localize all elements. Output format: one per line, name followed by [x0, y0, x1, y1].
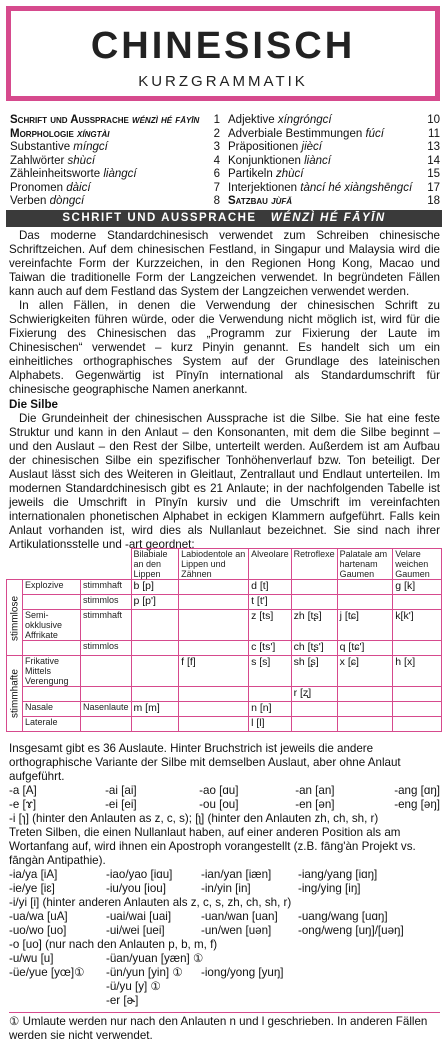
toc-page: 14 — [427, 154, 440, 167]
table-cell — [291, 702, 337, 717]
table-cell — [337, 595, 393, 610]
consonant-table — [6, 548, 442, 732]
side-label: stimmhafte — [7, 656, 23, 732]
table-cell: sh [ʂ] — [291, 656, 337, 687]
toc-label: Substantive — [10, 141, 74, 153]
table-cell — [131, 717, 179, 732]
toc-pinyin: zhùcí — [275, 168, 304, 180]
toc-label: Morphologie — [10, 127, 78, 140]
auslaut: -ui/wei [uei] — [106, 924, 165, 937]
toc-label: Adverbiale Bestimmungen — [228, 127, 366, 140]
toc-page: 18 — [427, 195, 440, 207]
side-label: stimmlose — [7, 580, 23, 656]
table-cell: n [n] — [249, 702, 292, 717]
table-cell — [179, 687, 249, 702]
row-sub: stimmlos — [80, 641, 131, 656]
table-cell: s [s] — [249, 656, 292, 687]
auslaut — [9, 980, 106, 994]
toc-page: 11 — [428, 127, 440, 140]
toc-item[interactable] — [228, 155, 440, 169]
toc-page: 7 — [213, 181, 220, 194]
paragraph: In allen Fällen, in denen die Verwendung der chinesischen Schrift zu Schwierigkeiten führen würde, oder die Verwendung nicht möglich ist, wird für die Fixierung des Chinesischen das „Programm zur Fixierung der Laute im Chinesischen“ verwendet – kurz Pinyin genannt. Es handelt sich um ein einheitliches orthographisches System auf der Grundlage des lateinischen Alphabets. Gegenwärtig ist Pīnyīn international als Standardumschrift für chinesische geographische Namen anerkannt. — [9, 299, 440, 396]
row-group: Frikative Mittels Verengung — [23, 656, 81, 687]
table-cell: h [x] — [393, 656, 442, 687]
auslaute-intro: Insgesamt gibt es 36 Auslaute. Hinter Bruchstrich ist jeweils die andere orthographische Variante der Silbe mit demselben Auslaut, aber ohne Anlaut aufgeführt. — [9, 742, 401, 783]
toc-page: 10 — [427, 114, 440, 126]
table-cell — [179, 641, 249, 656]
toc-pinyin: xíngróngcí — [277, 114, 332, 126]
toc-item[interactable] — [10, 128, 220, 142]
toc-item[interactable] — [228, 168, 440, 182]
table-cell — [179, 580, 249, 595]
auslaut-row — [9, 798, 440, 812]
auslaute-section — [9, 742, 440, 1043]
table-cell: d [t] — [249, 580, 292, 595]
table-cell — [393, 641, 442, 656]
toc-pinyin: dòngcí — [49, 195, 85, 207]
auslaut: -iu/you [iou] — [106, 882, 166, 895]
table-row — [7, 717, 442, 732]
table-cell — [131, 610, 179, 641]
table-cell — [131, 641, 179, 656]
toc-label: Zähleinheitsworte — [10, 168, 104, 180]
table-cell — [131, 687, 179, 702]
auslaut-row — [9, 868, 440, 882]
table-cell — [393, 702, 442, 717]
toc-pinyin: jiècí — [301, 141, 322, 153]
row-group: Explozive — [23, 580, 81, 595]
auslaut-row — [9, 826, 440, 868]
toc-item[interactable] — [228, 114, 440, 128]
auslaut-row — [9, 896, 440, 910]
table-cell — [179, 595, 249, 610]
toc-item[interactable] — [10, 168, 220, 182]
row-sub: Nasenlaute — [80, 702, 131, 717]
auslaut: -uo/wo [uo] — [9, 924, 67, 937]
silbe-heading: Die Silbe — [9, 398, 58, 411]
auslaut: -ang [ɑŋ] — [394, 784, 440, 797]
table-row — [7, 687, 442, 702]
row-group — [23, 641, 81, 656]
table-cell: zh [tʂ] — [291, 610, 337, 641]
auslaut: -ai [ai] — [105, 784, 137, 797]
section-pinyin: WÉNZÌ HÉ FĀYĪN — [270, 212, 386, 224]
auslaut: -i [ɿ] (hinter den Anlauten as z, c, s); [ʅ] (hinter den Anlauten zh, ch, sh, r) — [9, 812, 379, 825]
page-subtitle: KURZGRAMMATIK — [138, 73, 308, 90]
table-cell — [179, 717, 249, 732]
auslaut: -i/yi [i] (hinter anderen Anlauten als z, c, s, zh, ch, sh, r) — [9, 896, 292, 909]
toc-pinyin: liàngcí — [103, 168, 137, 180]
table-row — [7, 610, 442, 641]
table-cell: f [f] — [179, 656, 249, 687]
row-group: Semi-okklusive Affrikate — [23, 610, 81, 641]
auslaut: -u/wu [u] — [9, 952, 54, 965]
table-cell: b [p] — [131, 580, 179, 595]
table-cell: ch [tʂ'] — [291, 641, 337, 656]
auslaut: -ing/ying [iŋ] — [298, 882, 361, 895]
page-title: CHINESISCH — [90, 25, 356, 67]
table-cell — [249, 687, 292, 702]
auslaut: -a [A] — [9, 784, 37, 797]
toc-page: 6 — [213, 168, 220, 180]
row-group — [23, 595, 81, 610]
table-cell — [179, 702, 249, 717]
table-cell: p [p'] — [131, 595, 179, 610]
auslaut: -ao [ɑu] — [199, 784, 239, 797]
toc-item[interactable] — [10, 182, 220, 196]
col-header: Alveolare — [249, 549, 292, 580]
toc-item[interactable] — [10, 114, 220, 128]
toc-pinyin: wénzì hé fāyīn — [132, 114, 200, 126]
toc-pinyin: tàncí hé xiàngshēngcí — [300, 181, 413, 194]
auslaut: -uang/wang [uɑŋ] — [298, 910, 388, 923]
auslaut: -üan/yuan [yæn] ① — [106, 952, 204, 965]
table-cell — [337, 687, 393, 702]
auslaut: -e [ɤ] — [9, 798, 37, 811]
auslaut: -un/wen [uən] — [201, 924, 272, 937]
row-sub — [80, 656, 131, 687]
toc-pinyin: fúcí — [365, 127, 384, 140]
footnote: ① Umlaute werden nur nach den Anlauten n und l geschrieben. In anderen Fällen werden sie nicht verwendet. — [9, 1012, 440, 1043]
auslaut: -iang/yang [iɑŋ] — [298, 868, 378, 881]
col-header: Bilabiale an den Lippen — [131, 549, 179, 580]
table-cell: j [tɕ] — [337, 610, 393, 641]
row-sub — [80, 687, 131, 702]
toc-pinyin: shùcí — [67, 154, 96, 167]
toc-label: Satzbau — [228, 195, 272, 207]
table-cell: r [ʐ] — [291, 687, 337, 702]
toc-pinyin: jùfǎ — [271, 195, 293, 207]
auslaut: -uan/wan [uan] — [201, 910, 278, 923]
toc-label: Präpositionen — [228, 141, 302, 153]
auslaut: -ua/wa [uA] — [9, 910, 68, 923]
toc-label: Interjektionen — [228, 181, 301, 194]
table-cell: k[k'] — [393, 610, 442, 641]
row-sub — [80, 717, 131, 732]
auslaut: -eng [əŋ] — [394, 798, 440, 811]
toc-label: Adjektive — [228, 114, 278, 126]
auslaut: -ei [ei] — [105, 798, 137, 811]
col-header: Palatale am hartenam Gaumen — [337, 549, 393, 580]
toc-label: Verben — [10, 195, 50, 207]
row-group — [23, 687, 81, 702]
auslaut: -in/yin [in] — [201, 882, 251, 895]
auslaut-row — [9, 910, 440, 924]
table-cell: g [k] — [393, 580, 442, 595]
toc-pinyin: liàncí — [304, 154, 331, 167]
auslaut — [9, 994, 106, 1008]
table-row — [7, 580, 442, 595]
auslaut-row — [9, 994, 440, 1008]
auslaut: Treten Silben, die einen Nullanlaut haben, auf einer anderen Position als am Wortanfang auf, wird ihnen ein Apostroph vorangestellt (z.B. fāng'àn Projekt vs. fāngàn Antipathie). — [9, 826, 416, 867]
auslaut: -o [uo] (nur nach den Anlauten p, b, m, f) — [9, 938, 218, 951]
toc-page: 1 — [213, 114, 220, 126]
col-header: Labiodentole an Lippen und Zähnen — [179, 549, 249, 580]
table-row — [7, 702, 442, 717]
row-sub: stimmhaft — [80, 610, 131, 641]
section-bar — [6, 210, 442, 227]
auslaut-row — [9, 784, 440, 798]
auslaut-row — [9, 812, 440, 826]
intro-text — [9, 229, 440, 552]
col-header: Velare weichen Gaumen — [393, 549, 442, 580]
auslaut: -ian/yan [iæn] — [201, 868, 272, 881]
toc-page: 2 — [213, 127, 220, 140]
row-sub: stimmhaft — [80, 580, 131, 595]
table-cell — [291, 580, 337, 595]
table-cell — [337, 717, 393, 732]
table-cell: x [ɕ] — [337, 656, 393, 687]
toc-right — [228, 114, 440, 209]
auslaut: -iao/yao [iɑu] — [106, 868, 173, 881]
auslaut: -ong/weng [uŋ]/[uəŋ] — [298, 924, 404, 937]
table-cell — [393, 717, 442, 732]
auslaut: -ia/ya [iA] — [9, 868, 58, 881]
auslaut: -ou [ou] — [199, 798, 239, 811]
table-row — [7, 656, 442, 687]
paragraph: Das moderne Standardchinesisch verwendet zum Schreiben chinesische Schriftzeichen. Auf dem chinesischen Festland, in Singapur und Malaysia wird die vereinfachte Form der Kurzzeichen, in den Regionen Hong Kong, Macao und Taiwan die traditionelle Form der Langzeichen verwendet. In begründeten Fällen kann auch auf dem Festland das System der Langzeichen verwendet werden. — [9, 229, 440, 298]
toc-item[interactable] — [10, 195, 220, 209]
table-row — [7, 641, 442, 656]
section-title: SCHRIFT UND AUSSPRACHE — [62, 212, 257, 224]
paragraph: Die Grundeinheit der chinesischen Aussprache ist die Silbe. Sie hat eine feste Struktur und kann in den Anlaut – den Konsonanten, mit dem die Silbe beginnt – und den Auslaut – den Rest der Silbe, unterteilt werden. Außerdem ist am Aufbau der chinesischen Silbe ein spezifischer Tonhöhenverlauf bzw. Ton beteiligt. Der Auslaut lässt sich des Weiteren in Gleitlaut, Zentrallaut und Endlaut unterteilen. Im modernen Standardchinesisch gibt es 21 Anlaute; in der nachfolgenden Tabelle ist jeweils die Umschrift in Pīnyīn kursiv und die Umschrift im vereinfachten internationalen phonetischen Alphabet in eckigen Klammern aufgeführt. Falls kein Anlaut vorhanden ist, wird dies als Nullanlaut bezeichnet. Sie sind nach ihrer Artikulationsstelle und -art geordnet: — [9, 412, 440, 551]
auslaut-row — [9, 966, 440, 980]
auslaut-row — [9, 952, 440, 966]
title-frame — [6, 6, 440, 101]
toc-page: 4 — [213, 154, 220, 167]
table-cell — [393, 595, 442, 610]
toc-label: Partikeln — [228, 168, 276, 180]
toc-pinyin: míngcí — [73, 141, 108, 153]
toc-label: Pronomen — [10, 181, 67, 194]
toc-item[interactable] — [228, 128, 440, 142]
toc-item[interactable] — [10, 155, 220, 169]
table-cell — [291, 595, 337, 610]
auslaut: -an [an] — [295, 784, 335, 797]
auslaut: -ü/yu [y] ① — [106, 980, 161, 993]
toc-pinyin: dàicí — [66, 181, 91, 194]
toc-page: 3 — [213, 141, 220, 153]
toc-item[interactable] — [228, 182, 440, 196]
row-sub: stimmlos — [80, 595, 131, 610]
table-row — [7, 595, 442, 610]
table-cell — [131, 656, 179, 687]
table-cell: c [ts'] — [249, 641, 292, 656]
toc-label: Zahlwörter — [10, 154, 68, 167]
table-cell: t [t'] — [249, 595, 292, 610]
toc-left — [10, 114, 220, 209]
toc-label: Schrift und Aussprache — [10, 114, 133, 126]
table-cell — [393, 687, 442, 702]
toc-page: 15 — [427, 168, 440, 180]
table-cell — [291, 717, 337, 732]
toc-item[interactable] — [228, 141, 440, 155]
table-cell — [337, 580, 393, 595]
toc-label: Konjunktionen — [228, 154, 305, 167]
auslaut: -en [ən] — [295, 798, 335, 811]
row-group: Nasale — [23, 702, 81, 717]
auslaut-row — [9, 882, 440, 896]
table-cell — [337, 702, 393, 717]
table-cell — [179, 610, 249, 641]
toc-pinyin: xíngtài — [77, 127, 110, 140]
toc-page: 17 — [427, 181, 440, 194]
table-cell: q [tɕ'] — [337, 641, 393, 656]
table-cell: z [ts] — [249, 610, 292, 641]
auslaut: -üe/yue [yœ]① — [9, 966, 85, 979]
auslaut: -ie/ye [iɛ] — [9, 882, 55, 895]
auslaut-row — [9, 938, 440, 952]
toc-page: 13 — [427, 141, 440, 153]
table-cell: l [l] — [249, 717, 292, 732]
auslaut-row — [9, 980, 440, 994]
auslaut: -iong/yong [yuŋ] — [201, 966, 284, 979]
row-group: Laterale — [23, 717, 81, 732]
toc-page: 8 — [213, 195, 220, 207]
auslaut: -er [ɚ] — [106, 994, 139, 1007]
auslaut: -uai/wai [uai] — [106, 910, 172, 923]
toc-item[interactable] — [10, 141, 220, 155]
auslaut: -ün/yun [yin] ① — [106, 966, 183, 979]
table-cell: m [m] — [131, 702, 179, 717]
toc-item[interactable] — [228, 195, 440, 209]
auslaut-row — [9, 924, 440, 938]
col-header: Retroflexe — [291, 549, 337, 580]
